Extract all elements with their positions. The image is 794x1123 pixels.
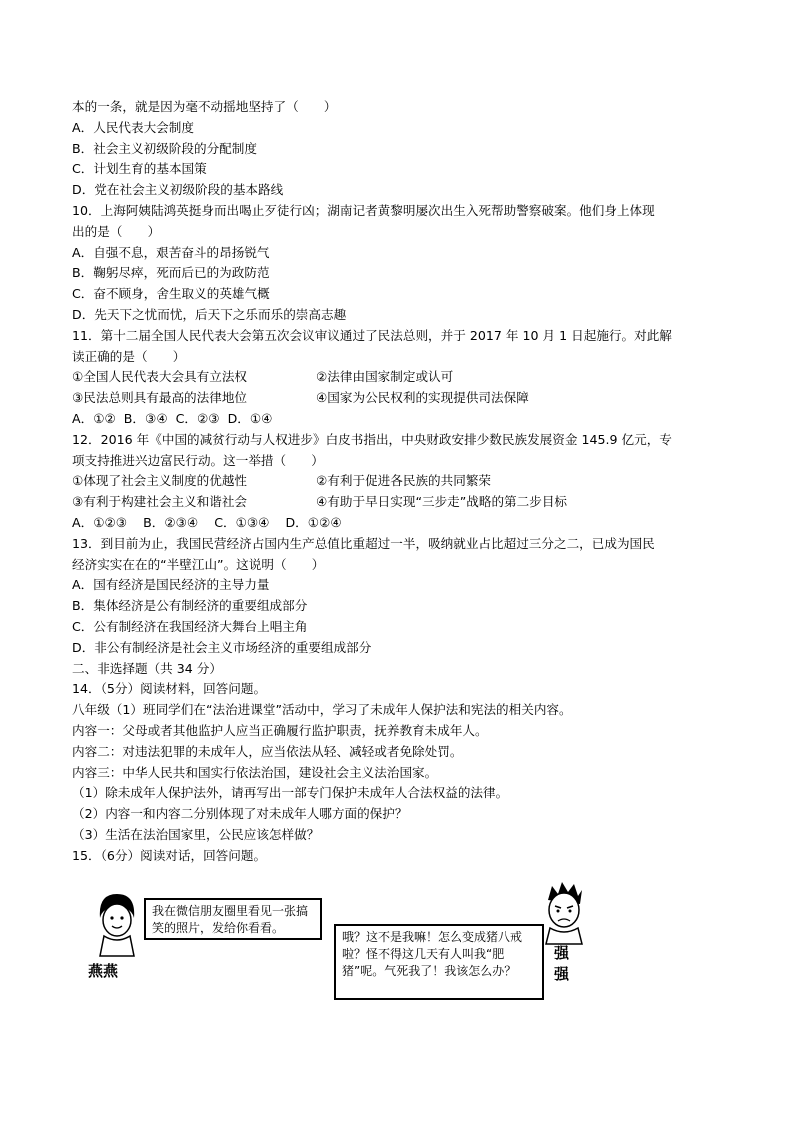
yanyan-name: 燕燕 [88, 962, 119, 980]
text-line: 内容二：对违法犯罪的未成年人，应当依法从轻、减轻或者免除处罚。 [72, 743, 463, 759]
qiangqiang-name: 强强 [554, 944, 570, 983]
text-line: C．公有制经济在我国经济大舞台上唱主角 [72, 618, 308, 634]
text-line: （1）除未成年人保护法外，请再写出一部专门保护未成年人合法权益的法律。 [72, 785, 509, 801]
option-statement: ④国家为公民权利的实现提供司法保障 [316, 390, 529, 406]
exam-page-content [72, 97, 732, 866]
option-statement: ②法律由国家制定或认可 [316, 369, 454, 385]
qiangqiang-figure [540, 880, 588, 946]
text-line: A．①②③ B．②③④ C．①③④ D．①②④ [72, 514, 342, 530]
yanyan-figure [92, 888, 142, 958]
text-line: 经济实实在在的“半壁江山”。这说明（ ） [72, 556, 325, 572]
text-line: B．集体经济是公有制经济的重要组成部分 [72, 598, 308, 614]
text-line: 14．（5分）阅读材料，回答问题。 [72, 681, 267, 697]
text-line: C．奋不顾身，舍生取义的英雄气概 [72, 286, 270, 302]
qiangqiang-speech-bubble: 哦？这不是我嘛！怎么变成猪八戒啦？怪不得这几天有人叫我“肥猪”呢。气死我了！我该怎么办？ [334, 924, 544, 1000]
questions-11-12 [72, 409, 732, 471]
text-line: 读正确的是（ ） [72, 348, 186, 364]
text-line: 11．第十二届全国人民代表大会第五次会议审议通过了民法总则，并于 2017 年 10 月 1 日起施行。对此解 [72, 327, 672, 343]
text-line: C．计划生育的基本国策 [72, 161, 207, 177]
text-line: 出的是（ ） [72, 223, 161, 239]
option-statement: ①体现了社会主义制度的优越性 [72, 473, 248, 489]
questions-12-15 [72, 513, 732, 867]
text-line: （3）生活在法治国家里，公民应该怎样做？ [72, 826, 320, 842]
text-line: A．①② B．③④ C．②③ D．①④ [72, 410, 273, 426]
text-line: A．自强不息，艰苦奋斗的昂扬锐气 [72, 244, 270, 260]
text-line: 15．（6分）阅读对话，回答问题。 [72, 847, 267, 863]
option-statement: ③有利于构建社会主义和谐社会 [72, 494, 248, 510]
text-line: 本的一条，就是因为毫不动摇地坚持了（ ） [72, 99, 337, 114]
questions-9-11 [72, 97, 732, 367]
q11-statement-options [72, 367, 732, 409]
text-line: D．非公有制经济是社会主义市场经济的重要组成部分 [72, 639, 372, 655]
option-row [72, 471, 732, 492]
text-line: D．党在社会主义初级阶段的基本路线 [72, 182, 284, 198]
text-line: （2）内容一和内容二分别体现了对未成年人哪方面的保护？ [72, 806, 408, 822]
option-statement: ①全国人民代表大会具有立法权 [72, 369, 248, 385]
text-line: D．先天下之忧而忧，后天下之乐而乐的崇高志趣 [72, 306, 347, 322]
option-row [72, 388, 732, 409]
option-row [72, 367, 732, 388]
text-line: 内容一：父母或者其他监护人应当正确履行监护职责，抚养教育未成年人。 [72, 722, 488, 738]
text-line: 10．上海阿姨陆鸿英挺身而出喝止歹徒行凶；湖南记者黄黎明屡次出生入死帮助警察破案。他们身上体现 [72, 202, 655, 218]
option-statement: ②有利于促进各民族的共同繁荣 [316, 473, 492, 489]
text-line: 13．到目前为止，我国民营经济占国内生产总值比重超过一半，吸纳就业占比超过三分之二，已成为国民 [72, 535, 655, 551]
option-statement: ③民法总则具有最高的法律地位 [72, 390, 248, 406]
text-line: A．国有经济是国民经济的主导力量 [72, 577, 270, 593]
text-line: 项支持推进兴边富民行动。这一举措（ ） [72, 452, 324, 468]
yanyan-speech-bubble: 我在微信朋友圈里看见一张搞笑的照片，发给你看看。 [144, 898, 322, 940]
dialogue-comic [86, 880, 570, 1000]
text-line: 12．2016 年《中国的减贫行动与人权进步》白皮书指出，中央财政安排少数民族发展资金 145.9 亿元，专 [72, 431, 672, 447]
text-line: 内容三：中华人民共和国实行依法治国，建设社会主义法治国家。 [72, 764, 438, 780]
option-row [72, 492, 732, 513]
text-line: 二、非选择题（共 34 分） [72, 660, 222, 676]
text-line: B．社会主义初级阶段的分配制度 [72, 140, 257, 156]
text-line: A．人民代表大会制度 [72, 119, 194, 135]
text-line: 八年级（1）班同学们在“法治进课堂”活动中，学习了未成年人保护法和宪法的相关内容。 [72, 702, 572, 718]
option-statement: ④有助于早日实现“三步走”战略的第二步目标 [316, 494, 568, 510]
text-line: B．鞠躬尽瘁，死而后已的为政防范 [72, 265, 270, 281]
q12-statement-options [72, 471, 732, 513]
